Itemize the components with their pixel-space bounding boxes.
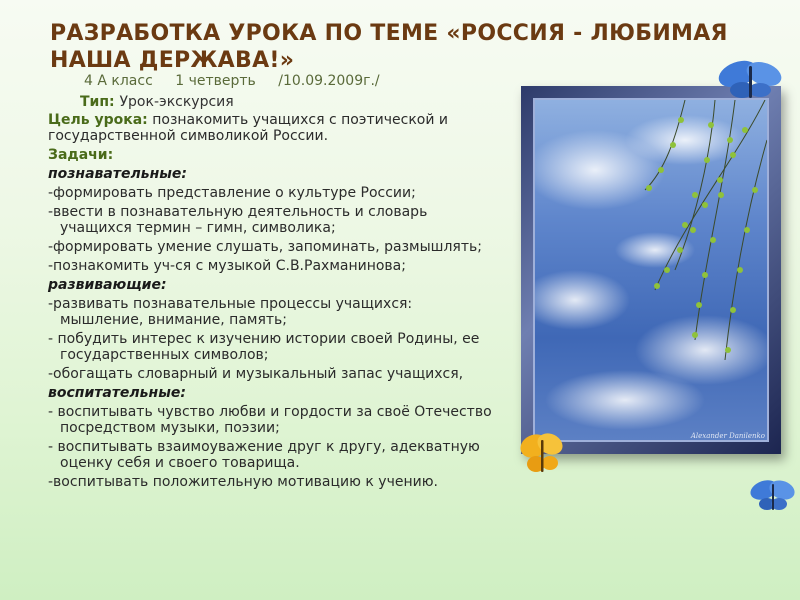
slide-title: РАЗРАБОТКА УРОКА ПО ТЕМЕ «РОССИЯ - ЛЮБИМАЯ НАША ДЕРЖАВА!» — [50, 21, 728, 73]
photo-frame — [521, 86, 781, 454]
educational-heading: воспитательные: — [48, 385, 186, 401]
cognitive-item: -формировать умение слушать, запоминать, размышлять; — [48, 239, 482, 255]
cognitive-item: -познакомить уч-ся с музыкой С.В.Рахманинова; — [48, 258, 406, 274]
developing-item: - побудить интерес к изучению истории своей Родины, ее государственных символов; — [48, 331, 480, 363]
educational-item: -воспитывать положительную мотивацию к учению. — [48, 474, 438, 490]
blue-butterfly-icon — [716, 56, 786, 106]
lesson-content — [48, 112, 498, 493]
yellow-butterfly-icon — [518, 430, 566, 480]
lesson-type-label: Тип: — [80, 94, 115, 110]
educational-item: - воспитывать чувство любви и гордости за своё Отечество посредством музыки, поэзии; — [48, 404, 492, 436]
tasks-heading: Задачи: — [48, 147, 114, 163]
cognitive-item: -формировать представление о культуре России; — [48, 185, 416, 201]
sky-photo — [533, 98, 769, 442]
developing-item: -обогащать словарный и музыкальный запас учащихся, — [48, 366, 464, 382]
developing-item: -развивать познавательные процессы учащихся: мышление, внимание, память; — [48, 296, 413, 328]
date-text: /10.09.2009г./ — [278, 73, 380, 89]
lesson-type — [80, 94, 234, 110]
photo-signature: Alexander Danilenko — [690, 432, 765, 440]
cognitive-heading: познавательные: — [48, 166, 187, 182]
goal-label: Цель урока: — [48, 112, 148, 128]
sky-birch-image — [535, 100, 767, 440]
cognitive-item: -ввести в познавательную деятельность и словарь учащихся термин – гимн, символика; — [48, 204, 428, 236]
educational-item: - воспитывать взаимоуважение друг к другу, адекватную оценку себя и своего товарища. — [48, 439, 480, 471]
grade-text: 4 А класс — [84, 73, 153, 89]
developing-heading: развивающие: — [48, 277, 167, 293]
goal-text: познакомить учащихся с поэтической и государственной символикой России. — [48, 112, 448, 144]
quarter-text: 1 четверть — [175, 73, 256, 89]
small-blue-butterfly-icon — [748, 476, 798, 516]
goal-paragraph — [48, 112, 498, 144]
lesson-type-value: Урок-экскурсия — [119, 94, 234, 110]
lesson-meta — [84, 73, 398, 89]
